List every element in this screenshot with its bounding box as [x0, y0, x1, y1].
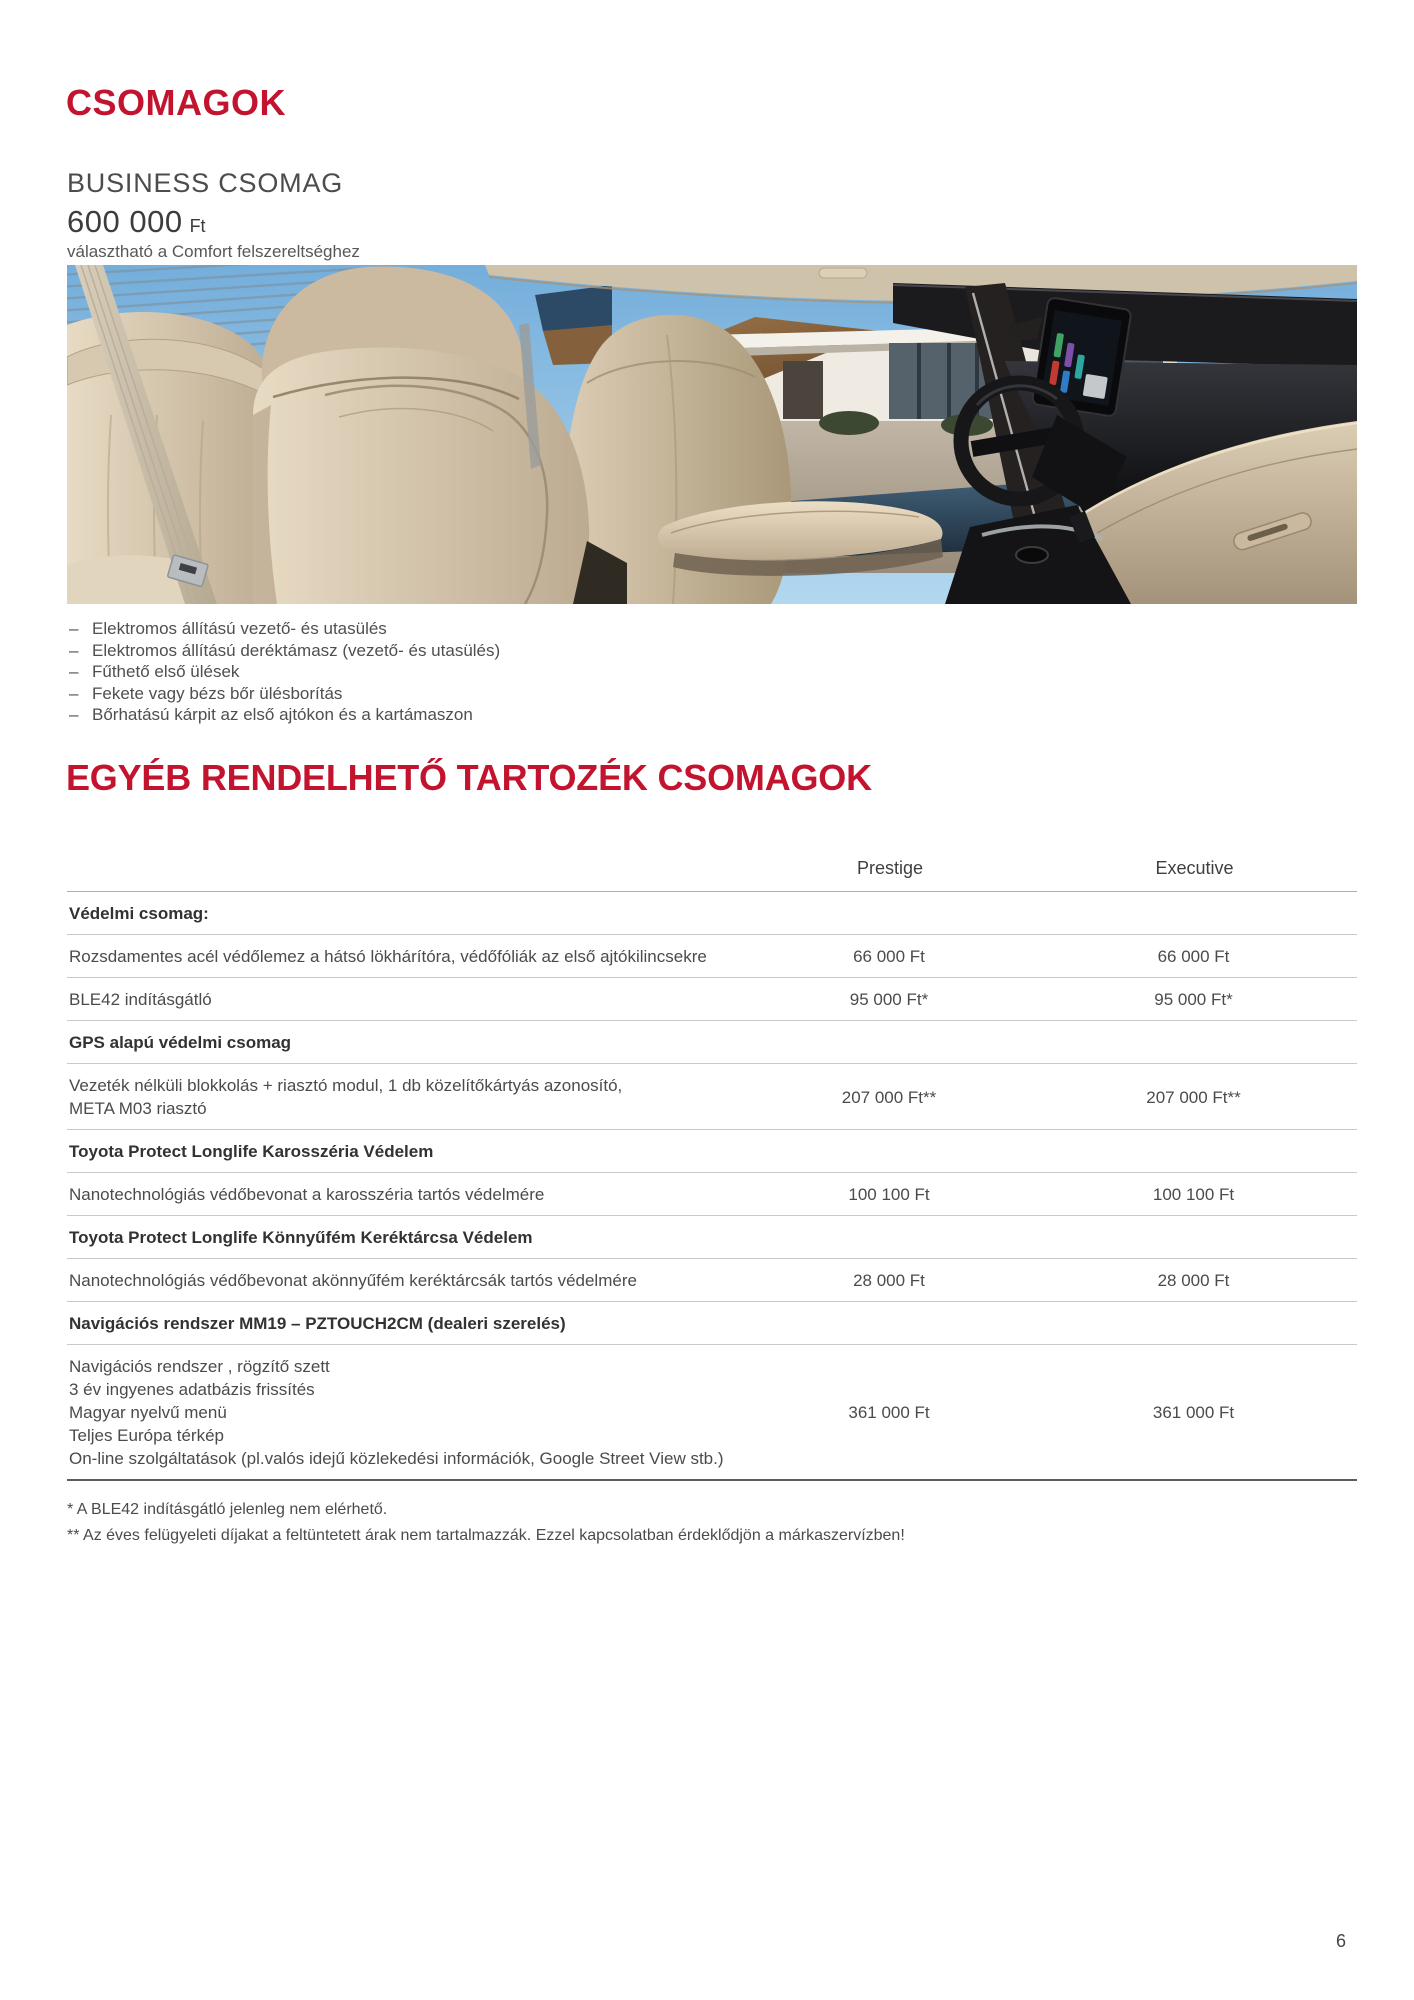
price-prestige: 95 000 Ft* [748, 978, 1032, 1021]
item-line: Magyar nyelvű menü [69, 1403, 227, 1422]
feature-text: Elektromos állítású vezető- és utasülés [92, 619, 387, 638]
package-price [67, 204, 206, 240]
feature-item [69, 640, 500, 662]
feature-text: Elektromos állítású deréktámasz (vezető- és utasülés) [92, 640, 501, 660]
page-title: CSOMAGOK [66, 82, 286, 123]
price-executive: 28 000 Ft [1032, 1259, 1357, 1302]
accessories-section [67, 850, 1357, 1549]
list-dash: – [69, 640, 79, 660]
item-line: Teljes Európa térkép [69, 1426, 224, 1445]
page-number: 6 [1335, 1931, 1346, 1951]
availability-note: választható a Comfort felszereltséghez [67, 242, 360, 261]
list-dash: – [69, 619, 79, 638]
feature-list [69, 618, 500, 726]
price-currency: Ft [189, 216, 206, 236]
feature-item [69, 683, 500, 705]
feature-item [69, 618, 500, 640]
price-executive: 100 100 Ft [1032, 1173, 1357, 1216]
item-line: META M03 riasztó [69, 1099, 207, 1118]
item-line: Navigációs rendszer , rögzítő szett [69, 1357, 330, 1376]
price-executive: 207 000 Ft** [1032, 1064, 1357, 1130]
item-label: Nanotechnológiás védőbevonat a karosszéria tartós védelmére [67, 1173, 748, 1216]
price-executive: 361 000 Ft [1032, 1345, 1357, 1481]
list-dash: – [69, 705, 79, 724]
price-prestige: 361 000 Ft [748, 1345, 1032, 1481]
table-section-row [67, 1302, 1357, 1345]
section-label: Védelmi csomag: [67, 892, 1357, 935]
list-dash: – [69, 683, 79, 703]
item-label [67, 1345, 748, 1481]
price-executive: 95 000 Ft* [1032, 978, 1357, 1021]
price-executive: 66 000 Ft [1032, 935, 1357, 978]
table-row [67, 1064, 1357, 1130]
item-line: 3 év ingyenes adatbázis frissítés [69, 1380, 315, 1399]
table-row [67, 935, 1357, 978]
table-row [67, 978, 1357, 1021]
table-header-row [67, 850, 1357, 892]
table-section-row [67, 1021, 1357, 1064]
footnotes [67, 1497, 1357, 1549]
section-label: GPS alapú védelmi csomag [67, 1021, 1357, 1064]
section-label: Navigációs rendszer MM19 – PZTOUCH2CM (dealeri szerelés) [67, 1302, 1357, 1345]
section-label: Toyota Protect Longlife Karosszéria Védelem [67, 1130, 1357, 1173]
footnote: ** Az éves felügyeleti díjakat a feltüntetett árak nem tartalmazzák. Ezzel kapcsolatban érdeklődjön a márkaszervízben! [67, 1526, 905, 1544]
table-row [67, 1259, 1357, 1302]
feature-text: Fekete vagy bézs bőr ülésborítás [92, 683, 343, 703]
package-name: BUSINESS CSOMAG [67, 168, 344, 198]
header-empty [67, 850, 748, 892]
item-line: On-line szolgáltatások (pl.valós idejű közlekedési információk, Google Street View stb.) [69, 1449, 724, 1468]
price-prestige: 28 000 Ft [748, 1259, 1032, 1302]
section-label: Toyota Protect Longlife Könnyűfém Keréktárcsa Védelem [67, 1216, 1357, 1259]
header-executive: Executive [1032, 850, 1357, 892]
accessories-table [67, 850, 1357, 1481]
price-prestige: 66 000 Ft [748, 935, 1032, 978]
table-row [67, 1345, 1357, 1481]
accessories-heading: EGYÉB RENDELHETŐ TARTOZÉK CSOMAGOK [66, 757, 872, 798]
price-prestige: 100 100 Ft [748, 1173, 1032, 1216]
feature-item [69, 704, 500, 726]
table-section-row [67, 1216, 1357, 1259]
item-label: Nanotechnológiás védőbevonat akönnyűfém keréktárcsák tartós védelmére [67, 1259, 748, 1302]
header-prestige: Prestige [748, 850, 1032, 892]
price-amount: 600 000 [67, 204, 183, 239]
item-label: Rozsdamentes acél védőlemez a hátsó lökhárítóra, védőfóliák az első ajtókilincsekre [67, 935, 748, 978]
feature-text: Fűthető első ülések [92, 662, 240, 681]
business-package-interior-photo [67, 265, 1357, 604]
footnote: * A BLE42 indításgátló jelenleg nem elérhető. [67, 1501, 388, 1518]
table-section-row [67, 892, 1357, 935]
item-label [67, 1064, 748, 1130]
price-prestige: 207 000 Ft** [748, 1064, 1032, 1130]
table-section-row [67, 1130, 1357, 1173]
item-label: BLE42 indításgátló [67, 978, 748, 1021]
table-row [67, 1173, 1357, 1216]
feature-item [69, 661, 500, 683]
list-dash: – [69, 662, 79, 681]
feature-text: Bőrhatású kárpit az első ajtókon és a kartámaszon [92, 705, 473, 724]
item-line: Vezeték nélküli blokkolás + riasztó modul, 1 db közelítőkártyás azonosító, [69, 1076, 623, 1095]
